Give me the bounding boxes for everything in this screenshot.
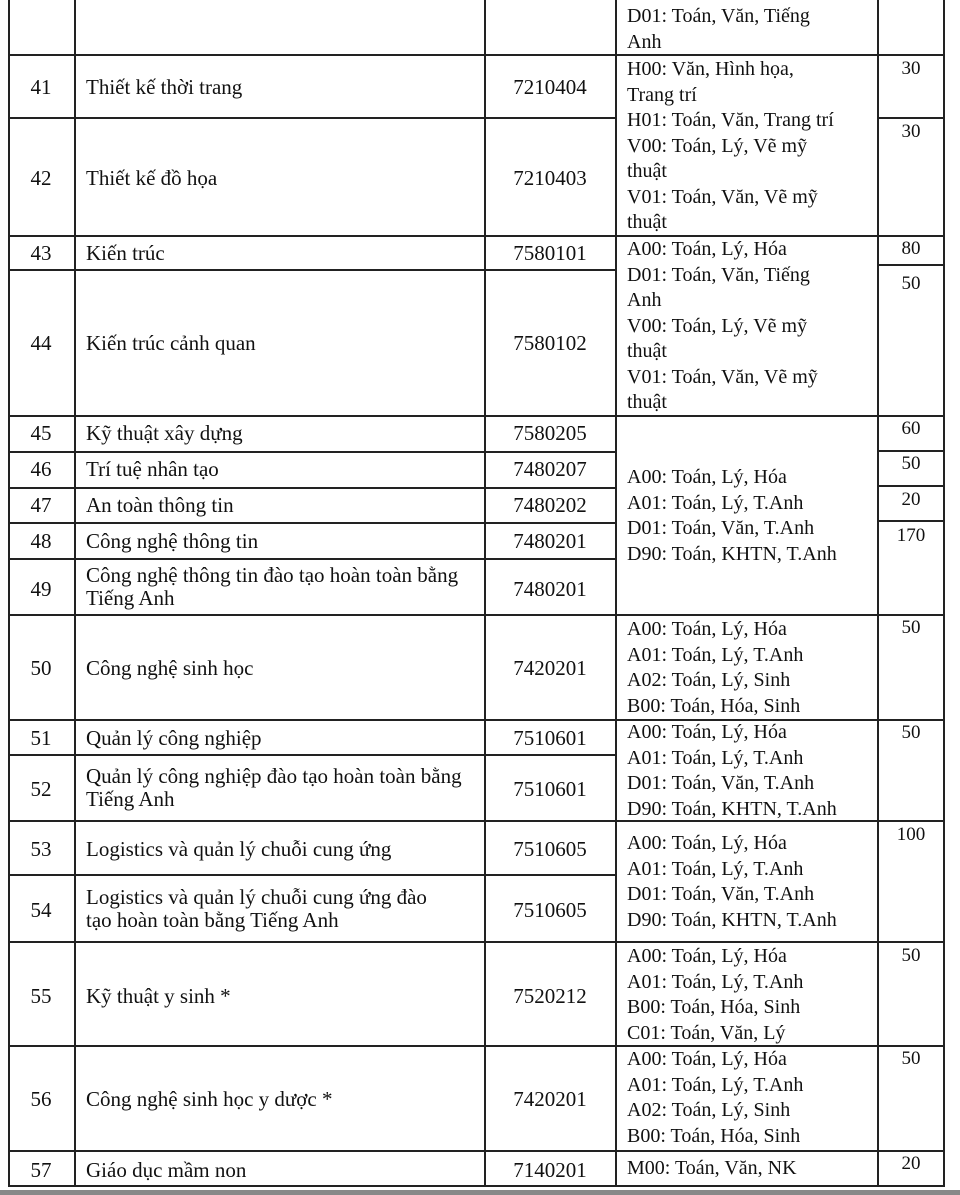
row-border — [75, 522, 617, 524]
quota-border — [877, 820, 945, 822]
row-number: 43 — [30, 241, 52, 265]
row-number: 53 — [30, 837, 52, 861]
column-border — [877, 0, 879, 1187]
program-name: An toàn thông tin — [86, 493, 234, 517]
combination-line: Anh — [627, 30, 662, 53]
quota-border — [877, 235, 945, 237]
row-number: 45 — [30, 421, 52, 445]
program-code: 7480202 — [513, 493, 587, 517]
combination-line: D01: Toán, Văn, Tiếng — [627, 5, 810, 27]
quota-value: 100 — [896, 824, 926, 845]
combination-line: thuật — [627, 340, 667, 362]
quota-value: 170 — [896, 525, 926, 546]
row-border — [75, 1185, 617, 1187]
program-name: Công nghệ sinh học y dược * — [86, 1087, 333, 1111]
row-border — [75, 614, 617, 616]
quota-value: 50 — [901, 722, 921, 743]
block-border — [615, 941, 879, 943]
subject-combinations — [627, 831, 875, 933]
program-code: 7510605 — [513, 837, 587, 861]
combination-line: A01: Toán, Lý, T.Anh — [627, 491, 804, 514]
quota-value: 50 — [901, 453, 921, 474]
block-border — [615, 1150, 879, 1152]
program-name: Giáo dục mầm non — [86, 1158, 247, 1182]
program-name: Kiến trúc — [86, 241, 165, 265]
combination-line: A00: Toán, Lý, Hóa — [627, 945, 787, 967]
row-border — [75, 874, 617, 876]
row-border — [75, 451, 617, 453]
combination-line: D01: Toán, Văn, T.Anh — [627, 517, 815, 539]
program-code: 7510601 — [513, 726, 587, 750]
program-code: 7510605 — [513, 898, 587, 922]
program-code: 7510601 — [513, 777, 587, 801]
subject-combinations — [627, 4, 875, 55]
column-border — [615, 0, 617, 1187]
row-border — [75, 54, 617, 56]
column-border — [74, 0, 76, 1187]
row-border — [8, 1045, 76, 1047]
program-name: Công nghệ thông tin — [86, 529, 259, 553]
quota-border — [877, 941, 945, 943]
program-name: Logistics và quản lý chuỗi cung ứng — [86, 837, 392, 861]
subject-combinations — [627, 57, 875, 236]
combination-line: A00: Toán, Lý, Hóa — [627, 238, 787, 260]
row-number: 47 — [30, 493, 52, 517]
row-border — [75, 941, 617, 943]
row-border — [75, 754, 617, 756]
combination-line: D01: Toán, Văn, Tiếng — [627, 263, 810, 286]
quota-value: 80 — [901, 238, 921, 259]
row-border — [8, 754, 76, 756]
combination-line: A01: Toán, Lý, T.Anh — [627, 746, 804, 769]
combination-line: D01: Toán, Văn, T.Anh — [627, 883, 815, 905]
quota-border — [877, 1150, 945, 1152]
combination-line: D90: Toán, KHTN, T.Anh — [627, 908, 837, 931]
row-border — [75, 1150, 617, 1152]
subject-combinations — [627, 617, 875, 719]
quota-border — [877, 485, 945, 487]
program-name: Quản lý công nghiệp đào tạo hoàn toàn bằng Tiếng Anh — [86, 764, 462, 811]
row-border — [8, 719, 76, 721]
row-number: 51 — [30, 726, 52, 750]
program-code: 7420201 — [513, 1087, 587, 1111]
row-number: 54 — [30, 898, 52, 922]
quota-value: 20 — [901, 1153, 921, 1174]
combination-line: Trang trí — [627, 83, 697, 106]
row-number: 48 — [30, 529, 52, 553]
combination-line: A00: Toán, Lý, Hóa — [627, 618, 787, 640]
combination-line: V01: Toán, Văn, Vẽ mỹ — [627, 365, 818, 388]
program-name: Công nghệ sinh học — [86, 656, 254, 680]
row-border — [75, 117, 617, 119]
combination-line: A02: Toán, Lý, Sinh — [627, 669, 791, 691]
row-border — [75, 487, 617, 489]
program-code: 7580205 — [513, 421, 587, 445]
bottom-edge — [0, 1190, 960, 1195]
quota-value: 30 — [901, 58, 921, 79]
quota-border — [877, 415, 945, 417]
combination-line: A01: Toán, Lý, T.Anh — [627, 970, 804, 993]
combination-line: thuật — [627, 391, 667, 413]
combination-line: B00: Toán, Hóa, Sinh — [627, 1124, 801, 1147]
combination-line: C01: Toán, Văn, Lý — [627, 1021, 786, 1044]
quota-border — [877, 520, 945, 522]
combination-line: H01: Toán, Văn, Trang trí — [627, 109, 834, 131]
row-number: 52 — [30, 777, 52, 801]
row-border — [8, 269, 76, 271]
row-border — [75, 719, 617, 721]
program-name: Kiến trúc cảnh quan — [86, 331, 256, 355]
combination-line: H00: Văn, Hình họa, — [627, 58, 794, 80]
quota-border — [877, 117, 945, 119]
row-border — [8, 235, 76, 237]
row-number: 46 — [30, 457, 52, 481]
quota-value: 50 — [901, 617, 921, 638]
program-code: 7420201 — [513, 656, 587, 680]
row-border — [8, 820, 76, 822]
program-name: Trí tuệ nhân tạo — [86, 457, 219, 481]
quota-border — [877, 450, 945, 452]
row-number: 50 — [30, 656, 52, 680]
subject-combinations — [627, 237, 875, 416]
quota-value: 50 — [901, 273, 921, 294]
quota-border — [877, 614, 945, 616]
row-border — [8, 941, 76, 943]
combination-line: A01: Toán, Lý, T.Anh — [627, 643, 804, 666]
combination-line: Anh — [627, 289, 662, 311]
row-number: 49 — [30, 577, 52, 601]
program-name: Kỹ thuật xây dựng — [86, 421, 243, 445]
row-border — [75, 820, 617, 822]
combination-line: A00: Toán, Lý, Hóa — [627, 1048, 787, 1070]
row-border — [8, 487, 76, 489]
row-number: 42 — [30, 166, 52, 190]
program-name: Logistics và quản lý chuỗi cung ứng đào tạo hoàn toàn bằng Tiếng Anh — [86, 885, 427, 932]
program-name: Công nghệ thông tin đào tạo hoàn toàn bằng Tiếng Anh — [86, 563, 459, 610]
quota-value: 50 — [901, 1048, 921, 1069]
subject-combinations — [627, 1156, 875, 1182]
row-border — [8, 1185, 76, 1187]
combination-line: A01: Toán, Lý, T.Anh — [627, 1073, 804, 1096]
quota-border — [877, 1185, 945, 1187]
quota-border — [877, 719, 945, 721]
combination-line: M00: Toán, Văn, NK — [627, 1157, 797, 1179]
combination-line: B00: Toán, Hóa, Sinh — [627, 694, 801, 717]
row-number: 56 — [30, 1087, 52, 1111]
combination-line: V00: Toán, Lý, Vẽ mỹ — [627, 134, 808, 157]
quota-border — [877, 54, 945, 56]
subject-combinations — [627, 1047, 875, 1149]
row-border — [75, 415, 617, 417]
quota-border — [877, 1045, 945, 1047]
combination-line: thuật — [627, 160, 667, 182]
row-border — [8, 54, 76, 56]
program-code: 7210403 — [513, 166, 587, 190]
program-code: 7140201 — [513, 1158, 587, 1182]
combination-line: A00: Toán, Lý, Hóa — [627, 832, 787, 854]
program-code: 7520212 — [513, 984, 587, 1008]
quota-value: 20 — [901, 489, 921, 510]
combination-line: D90: Toán, KHTN, T.Anh — [627, 797, 837, 820]
subject-combinations — [627, 720, 875, 822]
row-border — [75, 235, 617, 237]
block-border — [615, 1185, 879, 1187]
quota-value: 60 — [901, 418, 921, 439]
row-border — [8, 117, 76, 119]
program-name: Thiết kế đồ họa — [86, 166, 218, 190]
row-border — [8, 558, 76, 560]
program-name: Thiết kế thời trang — [86, 75, 243, 99]
block-border — [615, 614, 879, 616]
row-border — [8, 874, 76, 876]
row-number: 41 — [30, 75, 52, 99]
row-border — [8, 415, 76, 417]
combination-line: V00: Toán, Lý, Vẽ mỹ — [627, 314, 808, 337]
combination-line: A00: Toán, Lý, Hóa — [627, 466, 787, 488]
combination-line: A02: Toán, Lý, Sinh — [627, 1099, 791, 1121]
combination-line: D90: Toán, KHTN, T.Anh — [627, 542, 837, 565]
program-code: 7480201 — [513, 529, 587, 553]
combination-line: D01: Toán, Văn, T.Anh — [627, 772, 815, 794]
row-number: 55 — [30, 984, 52, 1008]
row-border — [8, 522, 76, 524]
program-code: 7580102 — [513, 331, 587, 355]
row-border — [8, 614, 76, 616]
program-code: 7480201 — [513, 577, 587, 601]
row-number: 57 — [30, 1158, 52, 1182]
combination-line: V01: Toán, Văn, Vẽ mỹ — [627, 185, 818, 208]
row-border — [75, 558, 617, 560]
combination-line: A01: Toán, Lý, T.Anh — [627, 857, 804, 880]
program-name: Kỹ thuật y sinh * — [86, 984, 231, 1008]
combination-line: thuật — [627, 211, 667, 233]
subject-combinations — [627, 944, 875, 1046]
combination-line: B00: Toán, Hóa, Sinh — [627, 996, 801, 1018]
program-name: Quản lý công nghiệp — [86, 726, 262, 750]
program-code: 7480207 — [513, 457, 587, 481]
quota-value: 30 — [901, 121, 921, 142]
subject-combinations — [627, 465, 875, 567]
row-border — [8, 1150, 76, 1152]
row-border — [8, 451, 76, 453]
column-border — [943, 0, 945, 1187]
row-number: 44 — [30, 331, 52, 355]
quota-border — [877, 264, 945, 266]
row-border — [75, 1045, 617, 1047]
quota-value: 50 — [901, 945, 921, 966]
combination-line: A00: Toán, Lý, Hóa — [627, 721, 787, 743]
row-border — [75, 269, 617, 271]
program-code: 7580101 — [513, 241, 587, 265]
program-code: 7210404 — [513, 75, 587, 99]
